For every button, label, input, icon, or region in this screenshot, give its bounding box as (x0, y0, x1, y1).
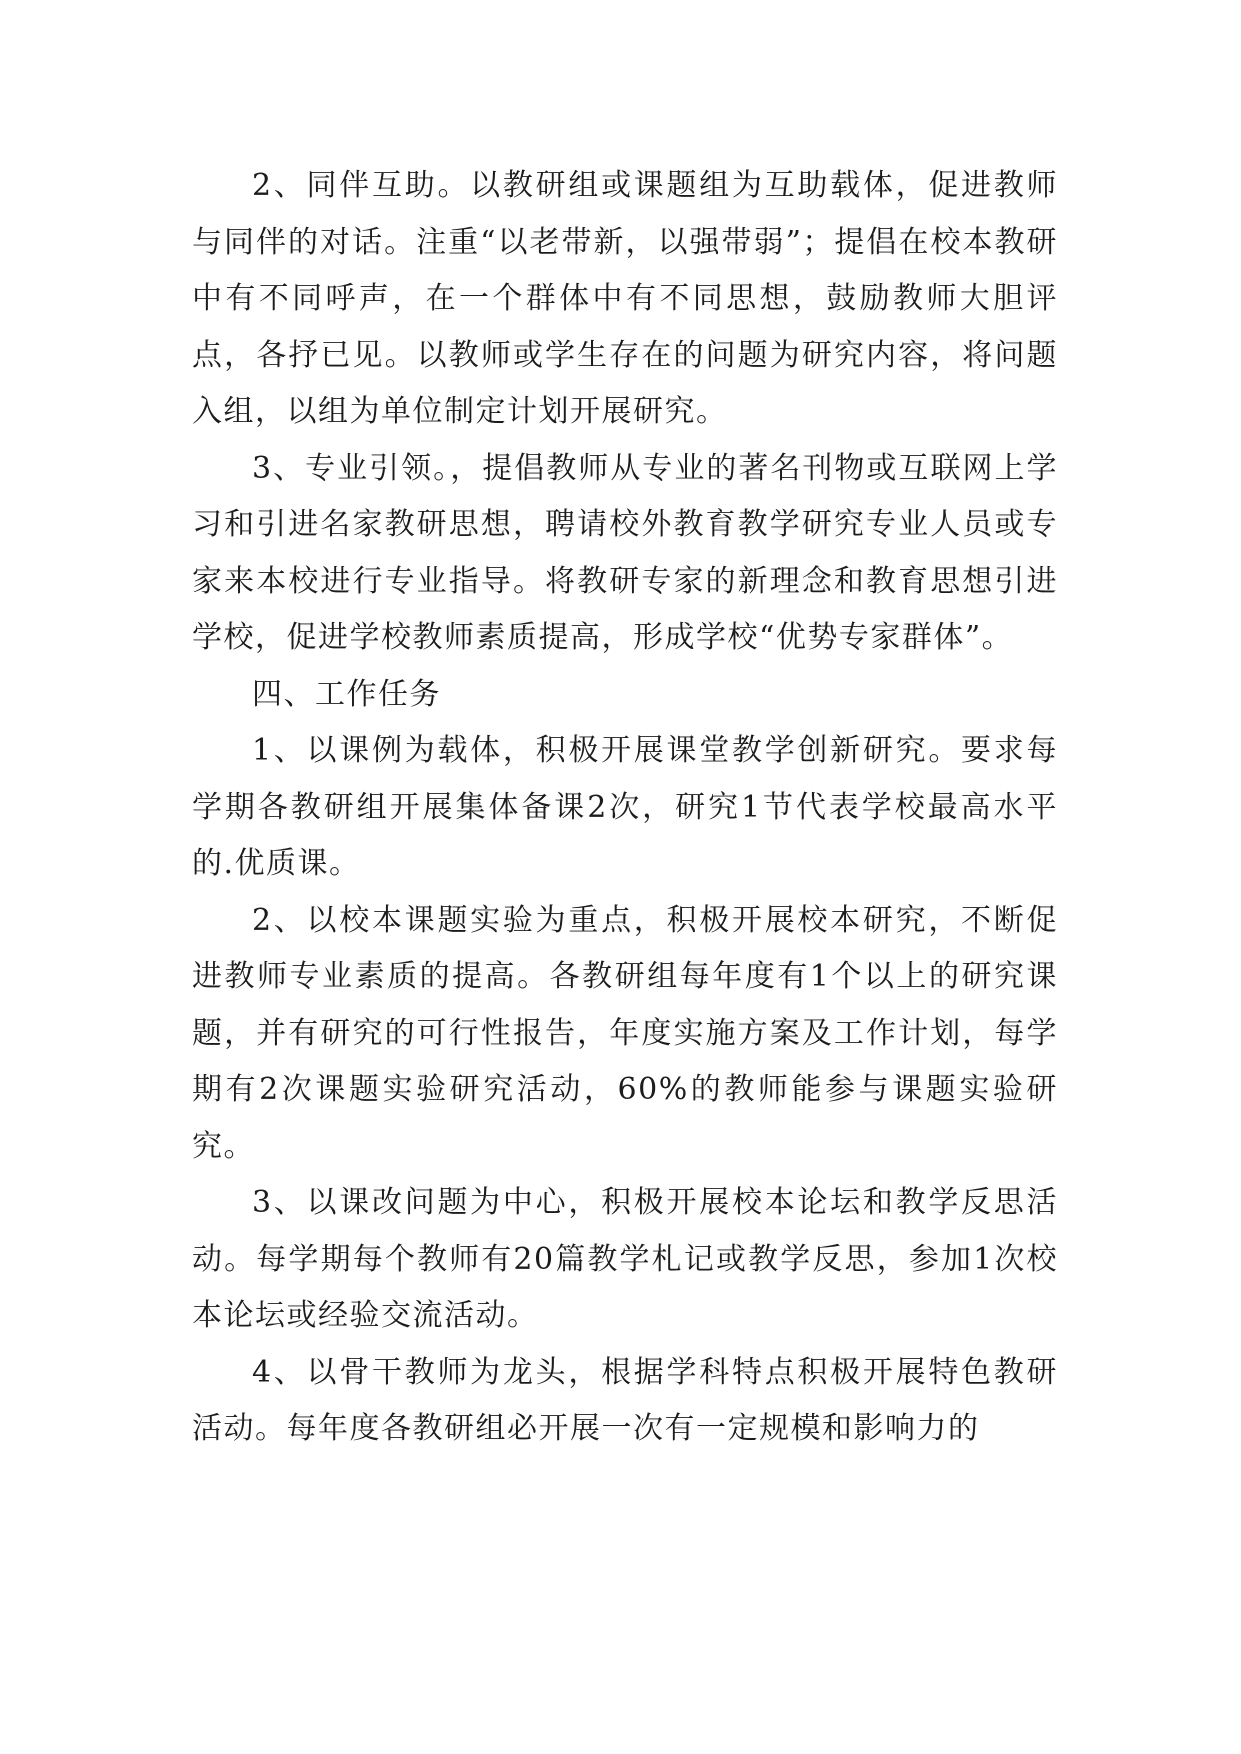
paragraph-task-3: 3、以课改问题为中心，积极开展校本论坛和教学反思活动。每学期每个教师有20篇教学札记或教学反思，参加1次校本论坛或经验交流活动。 (192, 1185, 1058, 1333)
paragraph-professional-guidance: 3、专业引领。，提倡教师从专业的著名刊物或互联网上学习和引进名家教研思想，聘请校外教育教学研究专业人员或专家来本校进行专业指导。将教研专家的新理念和教育思想引进学校，促进学校教师素质提高，形成学校“优势专家群体”。 (192, 450, 1058, 655)
paragraph-peer-assistance: 2、同伴互助。以教研组或课题组为互助载体，促进教师与同伴的对话。注重“以老带新，以强带弱”；提倡在校本教研中有不同呼声，在一个群体中有不同思想，鼓励教师大胆评点，各抒已见。以教师或学生存在的问题为研究内容，将问题入组，以组为单位制定计划开展研究。 (192, 168, 1058, 429)
document-body (192, 158, 1058, 1458)
section-heading-work-tasks: 四、工作任务 (252, 676, 441, 712)
paragraph-task-2: 2、以校本课题实验为重点，积极开展校本研究，不断促进教师专业素质的提高。各教研组每年度有1个以上的研究课题，并有研究的可行性报告，年度实施方案及工作计划，每学期有2次课题实验研究活动，60%的教师能参与课题实验研究。 (192, 902, 1058, 1164)
paragraph-task-1: 1、以课例为载体，积极开展课堂教学创新研究。要求每学期各教研组开展集体备课2次，研究1节代表学校最高水平的.优质课。 (192, 733, 1058, 881)
paragraph-task-4: 4、以骨干教师为龙头，根据学科特点积极开展特色教研活动。每年度各教研组必开展一次有一定规模和影响力的 (192, 1354, 1058, 1446)
